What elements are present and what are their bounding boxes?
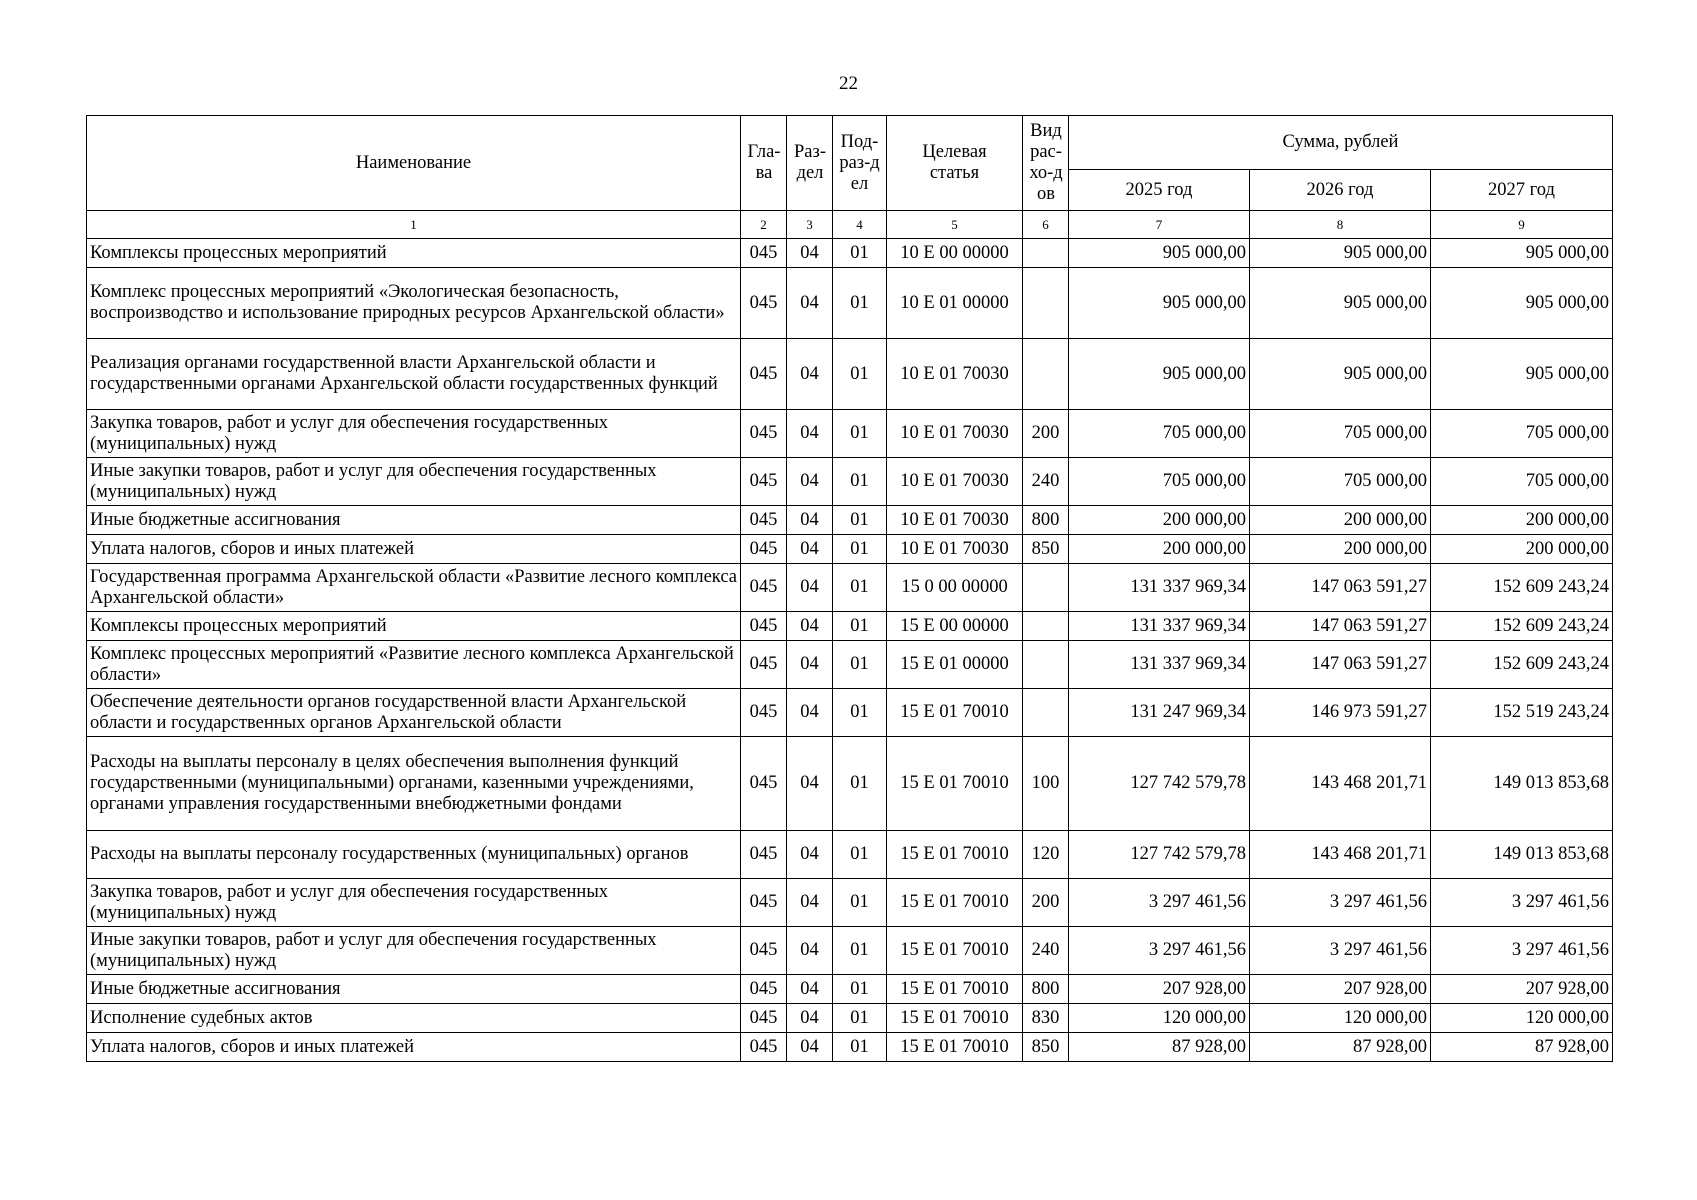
row-chapter: 045 <box>741 410 787 458</box>
row-target: 10 Е 01 70030 <box>887 506 1023 535</box>
row-subsection: 01 <box>833 975 887 1004</box>
row-target: 15 Е 00 00000 <box>887 612 1023 641</box>
row-amount-2026: 207 928,00 <box>1250 975 1431 1004</box>
row-subsection: 01 <box>833 506 887 535</box>
row-name: Комплекс процессных мероприятий «Экологическая безопасность, воспроизводство и использование природных ресурсов Архангельской области» <box>87 268 741 339</box>
row-target: 15 Е 01 70010 <box>887 1004 1023 1033</box>
header-expense-type <box>1023 116 1069 211</box>
row-name: Комплекс процессных мероприятий «Развитие лесного комплекса Архангельской области» <box>87 641 741 689</box>
row-subsection: 01 <box>833 564 887 612</box>
header-section <box>787 116 833 211</box>
row-expense-type: 850 <box>1023 1033 1069 1062</box>
row-target: 15 Е 01 70010 <box>887 1033 1023 1062</box>
row-target: 10 Е 01 70030 <box>887 535 1023 564</box>
row-amount-2025: 131 247 969,34 <box>1069 689 1250 737</box>
header-name: Наименование <box>87 116 741 211</box>
row-subsection: 01 <box>833 879 887 927</box>
row-expense-type: 240 <box>1023 458 1069 506</box>
row-expense-type <box>1023 564 1069 612</box>
row-name: Закупка товаров, работ и услуг для обеспечения государственных (муниципальных) нужд <box>87 410 741 458</box>
row-amount-2027: 152 519 243,24 <box>1431 689 1613 737</box>
row-amount-2027: 149 013 853,68 <box>1431 737 1613 831</box>
row-name: Реализация органами государственной власти Архангельской области и государственными органами Архангельской области государственных функций <box>87 339 741 410</box>
row-amount-2025: 905 000,00 <box>1069 339 1250 410</box>
row-expense-type: 120 <box>1023 831 1069 879</box>
table-row <box>87 458 1613 506</box>
row-amount-2027: 152 609 243,24 <box>1431 641 1613 689</box>
column-numbers-row <box>87 211 1613 239</box>
row-chapter: 045 <box>741 268 787 339</box>
row-section: 04 <box>787 268 833 339</box>
row-section: 04 <box>787 339 833 410</box>
row-amount-2025: 200 000,00 <box>1069 506 1250 535</box>
row-name: Обеспечение деятельности органов государственной власти Архангельской области и государственных органов Архангельской области <box>87 689 741 737</box>
row-target: 10 Е 00 00000 <box>887 239 1023 268</box>
row-section: 04 <box>787 410 833 458</box>
header-target <box>887 116 1023 211</box>
row-name: Уплата налогов, сборов и иных платежей <box>87 1033 741 1062</box>
row-chapter: 045 <box>741 879 787 927</box>
row-section: 04 <box>787 1004 833 1033</box>
row-chapter: 045 <box>741 831 787 879</box>
row-amount-2026: 146 973 591,27 <box>1250 689 1431 737</box>
row-amount-2025: 131 337 969,34 <box>1069 641 1250 689</box>
table-row <box>87 612 1613 641</box>
column-number: 1 <box>87 211 741 239</box>
row-chapter: 045 <box>741 975 787 1004</box>
row-amount-2026: 905 000,00 <box>1250 339 1431 410</box>
budget-table <box>86 115 1613 1062</box>
row-chapter: 045 <box>741 458 787 506</box>
row-section: 04 <box>787 879 833 927</box>
row-subsection: 01 <box>833 1004 887 1033</box>
row-section: 04 <box>787 458 833 506</box>
row-subsection: 01 <box>833 641 887 689</box>
page-number: 22 <box>839 73 858 94</box>
row-subsection: 01 <box>833 831 887 879</box>
table-header <box>87 116 1613 239</box>
row-amount-2025: 131 337 969,34 <box>1069 564 1250 612</box>
column-number: 4 <box>833 211 887 239</box>
row-amount-2026: 905 000,00 <box>1250 239 1431 268</box>
row-amount-2026: 200 000,00 <box>1250 506 1431 535</box>
row-name: Комплексы процессных мероприятий <box>87 239 741 268</box>
row-amount-2026: 143 468 201,71 <box>1250 831 1431 879</box>
column-number: 7 <box>1069 211 1250 239</box>
row-name: Иные закупки товаров, работ и услуг для обеспечения государственных (муниципальных) нужд <box>87 458 741 506</box>
header-chapter-label: Гла-ва <box>747 142 781 183</box>
row-target: 15 Е 01 70010 <box>887 879 1023 927</box>
column-number: 5 <box>887 211 1023 239</box>
header-target-label: Целевая статья <box>922 142 987 183</box>
row-subsection: 01 <box>833 1033 887 1062</box>
row-target: 15 Е 01 00000 <box>887 641 1023 689</box>
row-name: Расходы на выплаты персоналу в целях обеспечения выполнения функций государственными (муниципальными) органами, казенными учреждениями, органами управления государственными внебюджетными фондами <box>87 737 741 831</box>
row-chapter: 045 <box>741 239 787 268</box>
row-chapter: 045 <box>741 737 787 831</box>
row-amount-2027: 152 609 243,24 <box>1431 612 1613 641</box>
table-row <box>87 879 1613 927</box>
row-amount-2025: 200 000,00 <box>1069 535 1250 564</box>
row-section: 04 <box>787 737 833 831</box>
row-section: 04 <box>787 975 833 1004</box>
header-sum: Сумма, рублей <box>1069 116 1613 170</box>
row-name: Комплексы процессных мероприятий <box>87 612 741 641</box>
row-amount-2025: 127 742 579,78 <box>1069 737 1250 831</box>
row-chapter: 045 <box>741 1033 787 1062</box>
row-amount-2025: 905 000,00 <box>1069 239 1250 268</box>
row-target: 15 Е 01 70010 <box>887 927 1023 975</box>
row-section: 04 <box>787 239 833 268</box>
column-number: 8 <box>1250 211 1431 239</box>
row-amount-2027: 705 000,00 <box>1431 458 1613 506</box>
row-target: 15 Е 01 70010 <box>887 831 1023 879</box>
row-expense-type: 100 <box>1023 737 1069 831</box>
table-body <box>87 239 1613 1062</box>
row-expense-type <box>1023 239 1069 268</box>
header-year-2025: 2025 год <box>1069 170 1250 211</box>
row-target: 15 Е 01 70010 <box>887 975 1023 1004</box>
row-amount-2027: 3 297 461,56 <box>1431 879 1613 927</box>
row-expense-type <box>1023 339 1069 410</box>
table-row <box>87 689 1613 737</box>
row-chapter: 045 <box>741 641 787 689</box>
row-amount-2026: 147 063 591,27 <box>1250 564 1431 612</box>
header-year-2027: 2027 год <box>1431 170 1613 211</box>
row-amount-2027: 120 000,00 <box>1431 1004 1613 1033</box>
row-target: 15 0 00 00000 <box>887 564 1023 612</box>
row-subsection: 01 <box>833 339 887 410</box>
row-target: 10 Е 01 70030 <box>887 458 1023 506</box>
header-subsection <box>833 116 887 211</box>
row-chapter: 045 <box>741 612 787 641</box>
row-name: Иные бюджетные ассигнования <box>87 975 741 1004</box>
row-target: 15 Е 01 70010 <box>887 737 1023 831</box>
column-number: 2 <box>741 211 787 239</box>
row-expense-type <box>1023 612 1069 641</box>
row-amount-2026: 705 000,00 <box>1250 410 1431 458</box>
row-section: 04 <box>787 564 833 612</box>
table-row <box>87 641 1613 689</box>
row-amount-2027: 152 609 243,24 <box>1431 564 1613 612</box>
row-amount-2027: 149 013 853,68 <box>1431 831 1613 879</box>
row-name: Иные закупки товаров, работ и услуг для обеспечения государственных (муниципальных) нужд <box>87 927 741 975</box>
row-amount-2026: 3 297 461,56 <box>1250 927 1431 975</box>
row-target: 10 Е 01 00000 <box>887 268 1023 339</box>
table-row <box>87 1004 1613 1033</box>
row-subsection: 01 <box>833 458 887 506</box>
table-row <box>87 535 1613 564</box>
row-amount-2025: 207 928,00 <box>1069 975 1250 1004</box>
row-chapter: 045 <box>741 927 787 975</box>
row-chapter: 045 <box>741 535 787 564</box>
row-expense-type: 830 <box>1023 1004 1069 1033</box>
row-amount-2025: 127 742 579,78 <box>1069 831 1250 879</box>
table-row <box>87 268 1613 339</box>
table-row <box>87 831 1613 879</box>
row-amount-2027: 200 000,00 <box>1431 506 1613 535</box>
row-section: 04 <box>787 641 833 689</box>
table-row <box>87 239 1613 268</box>
row-amount-2027: 87 928,00 <box>1431 1033 1613 1062</box>
row-chapter: 045 <box>741 506 787 535</box>
row-amount-2025: 120 000,00 <box>1069 1004 1250 1033</box>
row-chapter: 045 <box>741 564 787 612</box>
row-chapter: 045 <box>741 1004 787 1033</box>
table-row <box>87 564 1613 612</box>
header-section-label: Раз-дел <box>794 142 826 183</box>
header-year-2026: 2026 год <box>1250 170 1431 211</box>
row-amount-2026: 120 000,00 <box>1250 1004 1431 1033</box>
row-amount-2025: 905 000,00 <box>1069 268 1250 339</box>
row-amount-2025: 3 297 461,56 <box>1069 879 1250 927</box>
row-section: 04 <box>787 535 833 564</box>
table-row <box>87 975 1613 1004</box>
row-chapter: 045 <box>741 339 787 410</box>
row-expense-type: 850 <box>1023 535 1069 564</box>
row-target: 15 Е 01 70010 <box>887 689 1023 737</box>
row-name: Уплата налогов, сборов и иных платежей <box>87 535 741 564</box>
row-subsection: 01 <box>833 535 887 564</box>
row-amount-2026: 3 297 461,56 <box>1250 879 1431 927</box>
table-row <box>87 410 1613 458</box>
column-number: 6 <box>1023 211 1069 239</box>
row-subsection: 01 <box>833 612 887 641</box>
row-subsection: 01 <box>833 239 887 268</box>
row-subsection: 01 <box>833 268 887 339</box>
row-name: Исполнение судебных актов <box>87 1004 741 1033</box>
row-subsection: 01 <box>833 737 887 831</box>
header-subsection-label: Под-раз-дел <box>839 131 880 194</box>
row-amount-2026: 143 468 201,71 <box>1250 737 1431 831</box>
row-amount-2026: 87 928,00 <box>1250 1033 1431 1062</box>
row-amount-2026: 147 063 591,27 <box>1250 641 1431 689</box>
table-row <box>87 927 1613 975</box>
row-name: Иные бюджетные ассигнования <box>87 506 741 535</box>
row-amount-2027: 200 000,00 <box>1431 535 1613 564</box>
table-row <box>87 737 1613 831</box>
row-amount-2025: 3 297 461,56 <box>1069 927 1250 975</box>
table-row <box>87 506 1613 535</box>
row-amount-2027: 207 928,00 <box>1431 975 1613 1004</box>
row-expense-type <box>1023 689 1069 737</box>
row-name: Государственная программа Архангельской области «Развитие лесного комплекса Архангельской области» <box>87 564 741 612</box>
row-expense-type: 240 <box>1023 927 1069 975</box>
header-chapter <box>741 116 787 211</box>
row-expense-type: 800 <box>1023 975 1069 1004</box>
column-number: 9 <box>1431 211 1613 239</box>
row-amount-2026: 905 000,00 <box>1250 268 1431 339</box>
row-name: Закупка товаров, работ и услуг для обеспечения государственных (муниципальных) нужд <box>87 879 741 927</box>
row-amount-2025: 131 337 969,34 <box>1069 612 1250 641</box>
row-expense-type: 200 <box>1023 410 1069 458</box>
row-chapter: 045 <box>741 689 787 737</box>
row-subsection: 01 <box>833 689 887 737</box>
column-number: 3 <box>787 211 833 239</box>
row-target: 10 Е 01 70030 <box>887 339 1023 410</box>
row-amount-2027: 3 297 461,56 <box>1431 927 1613 975</box>
row-amount-2026: 147 063 591,27 <box>1250 612 1431 641</box>
row-section: 04 <box>787 831 833 879</box>
row-expense-type <box>1023 641 1069 689</box>
row-subsection: 01 <box>833 927 887 975</box>
row-name: Расходы на выплаты персоналу государственных (муниципальных) органов <box>87 831 741 879</box>
table-row <box>87 339 1613 410</box>
header-expense-type-label: Вид рас-хо-дов <box>1029 121 1063 204</box>
row-amount-2025: 87 928,00 <box>1069 1033 1250 1062</box>
row-expense-type: 800 <box>1023 506 1069 535</box>
row-amount-2027: 705 000,00 <box>1431 410 1613 458</box>
row-amount-2027: 905 000,00 <box>1431 239 1613 268</box>
row-amount-2027: 905 000,00 <box>1431 268 1613 339</box>
row-amount-2025: 705 000,00 <box>1069 410 1250 458</box>
row-amount-2026: 705 000,00 <box>1250 458 1431 506</box>
row-expense-type: 200 <box>1023 879 1069 927</box>
row-amount-2025: 705 000,00 <box>1069 458 1250 506</box>
row-amount-2027: 905 000,00 <box>1431 339 1613 410</box>
table-row <box>87 1033 1613 1062</box>
row-subsection: 01 <box>833 410 887 458</box>
row-amount-2026: 200 000,00 <box>1250 535 1431 564</box>
row-section: 04 <box>787 506 833 535</box>
row-target: 10 Е 01 70030 <box>887 410 1023 458</box>
row-section: 04 <box>787 1033 833 1062</box>
row-section: 04 <box>787 612 833 641</box>
row-expense-type <box>1023 268 1069 339</box>
row-section: 04 <box>787 927 833 975</box>
row-section: 04 <box>787 689 833 737</box>
